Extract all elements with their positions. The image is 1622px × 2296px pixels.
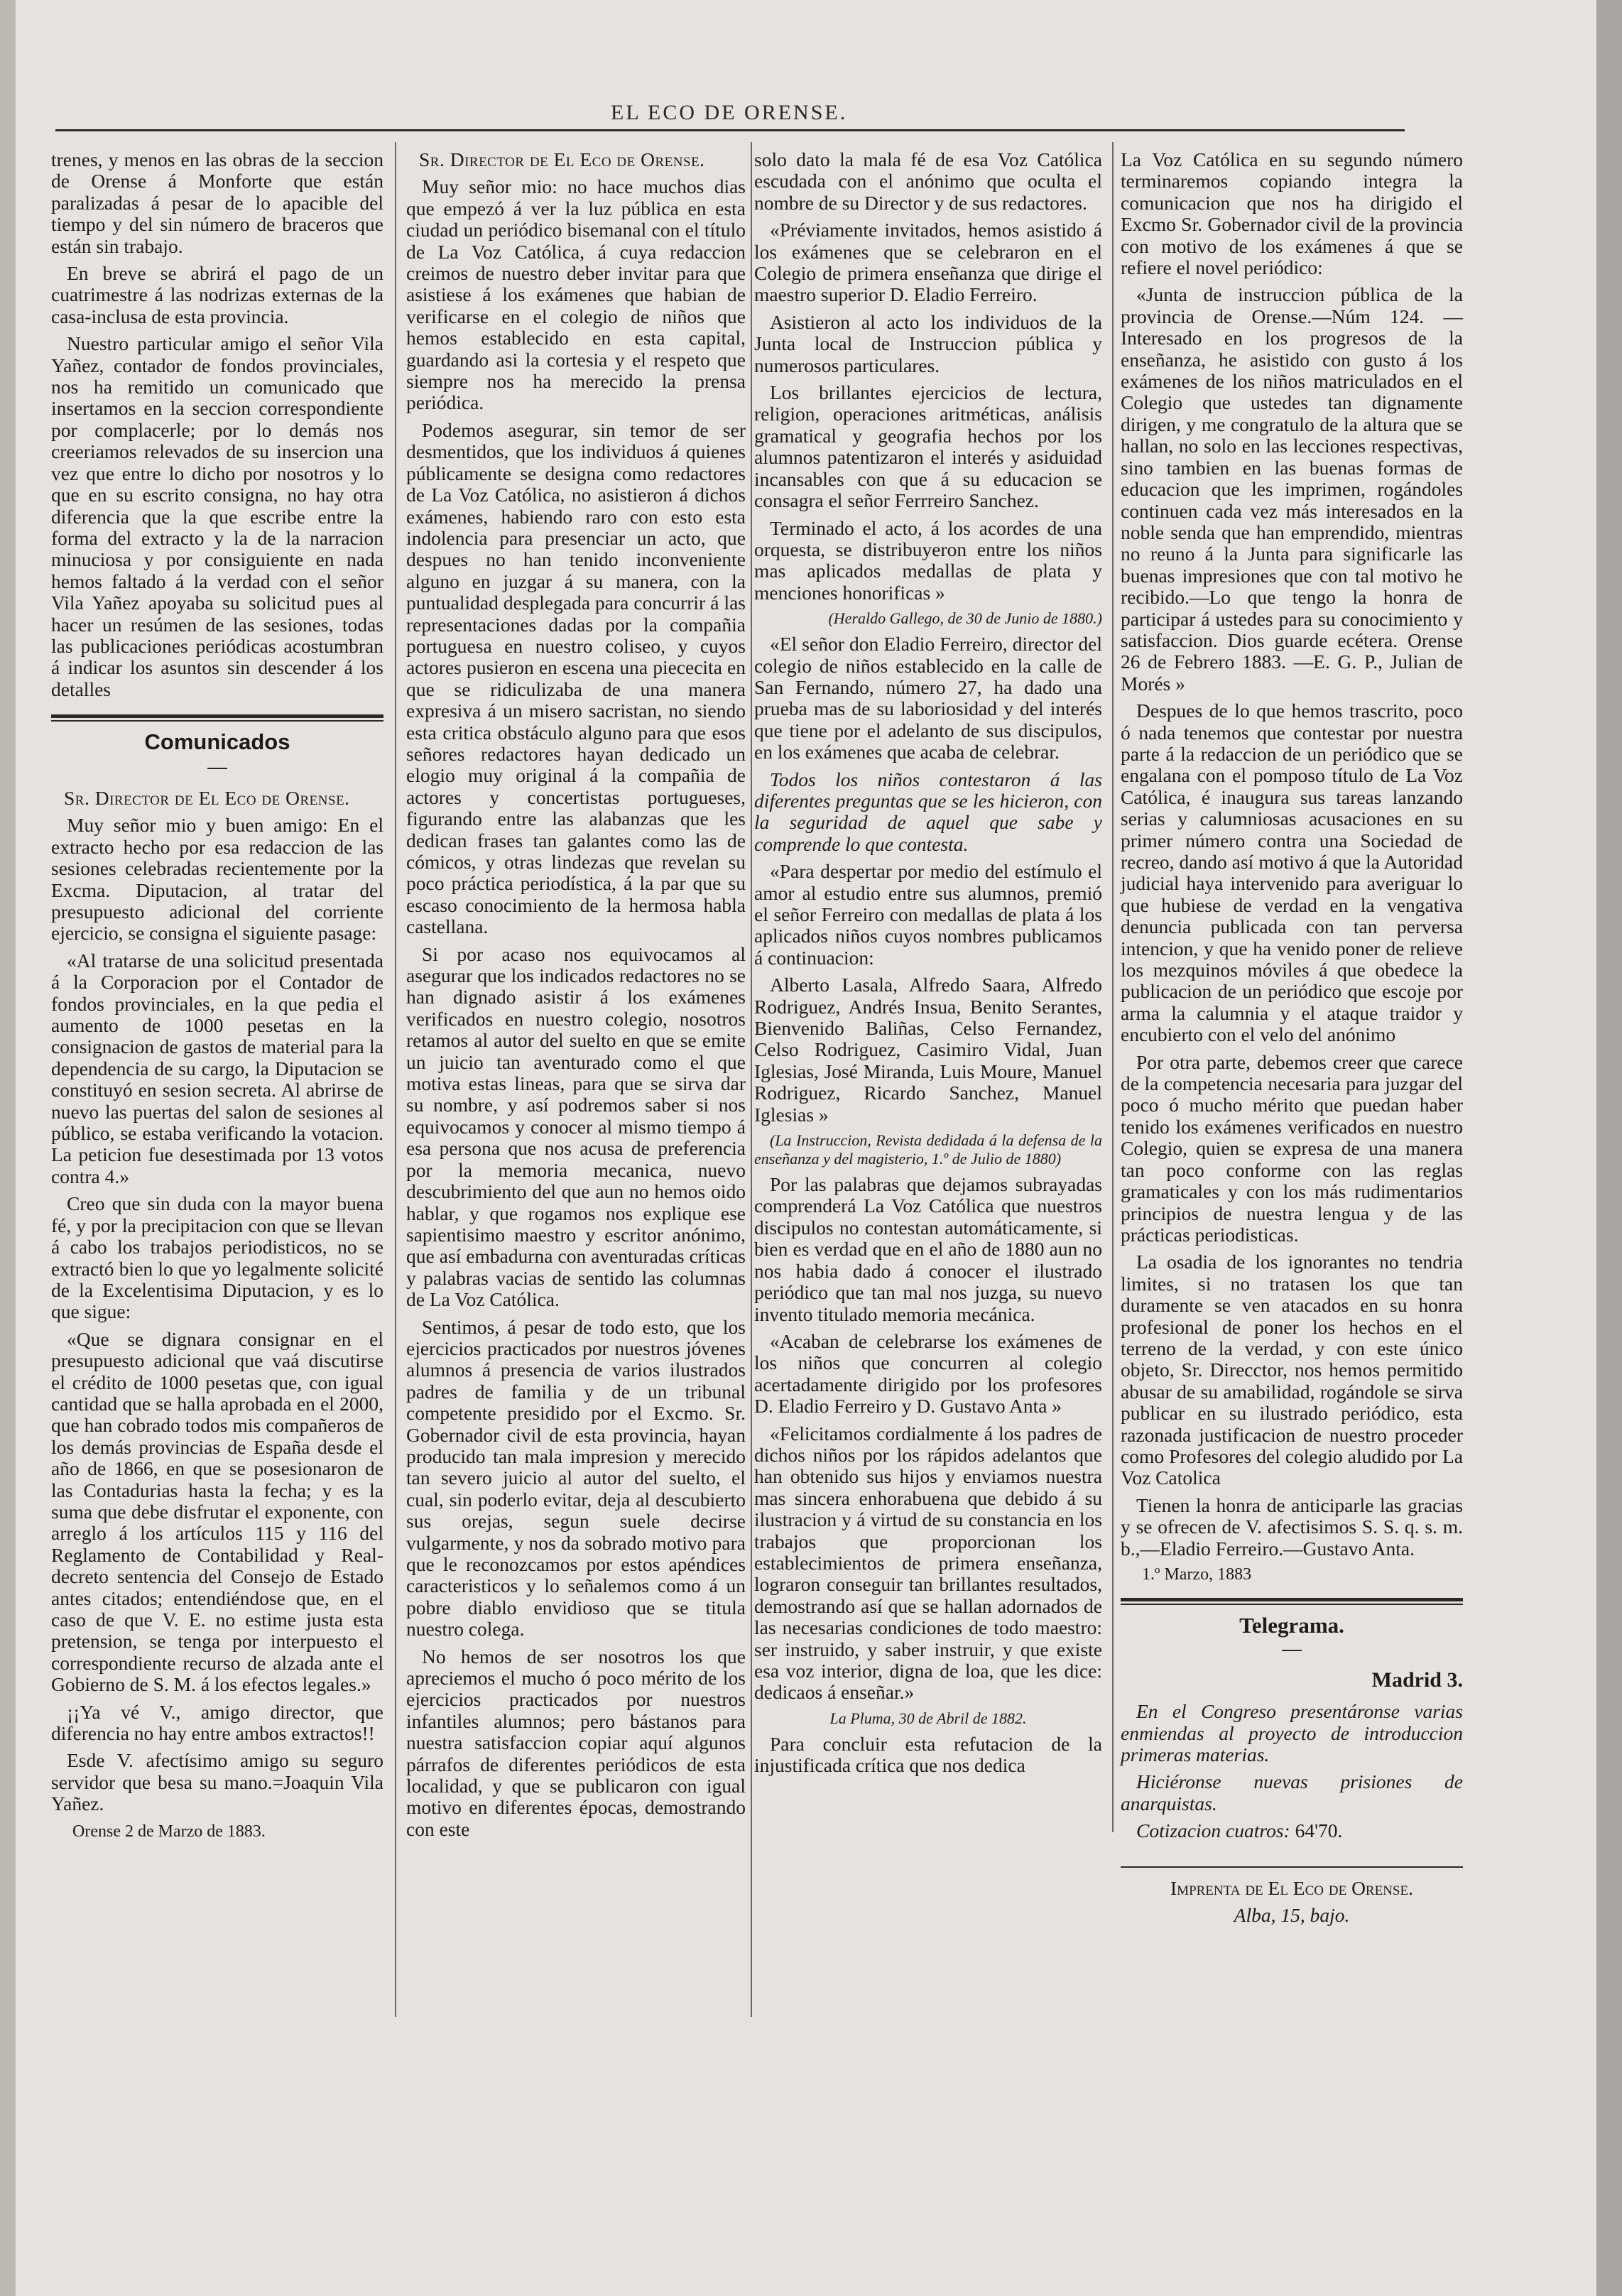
- section-dash: [51, 756, 383, 778]
- paragraph: La Voz Católica en su segundo número terminaremos copiando integra la comunicacion que nos ha dirigido el Excmo Sr. Gobernador civil de la provincia con motivo de los exámenes á que se refiere el novel periódico:: [1121, 148, 1463, 279]
- paragraph: «Junta de instruccion pública de la provincia de Orense.—Núm 124. —Interesado en los progresos de la enseñanza, he asistido con gusto á los exámenes de los niños matriculados en el Colegio que ustedes tan dignamente dirigen, y me congratulo de la altura que se hallan, no solo en las lecciones respectivas, sino tambien en las buenas formas de educacion que les imprimen, rogándoles continuen cada vez más interesados en la noble senda que han emprendido, mientras no reuno á la Junta para significarle las buenas impresiones que con tal motivo he recibido.—Lo que tengo la honra de participar á ustedes para su conocimiento y satisfaccion. Dios guarde ecétera. Orense 26 de Febrero 1883. —E. G. P., Julian de Morés »: [1121, 283, 1463, 695]
- paragraph: La osadia de los ignorantes no tendria limites, si no tratasen los que tan duramente se ven atacados en su honra profesional de poner los hechos en el terreno de la verdad, y con este único objeto, Sr. Direcctor, nos hemos permitido abusar de su amabilidad, rogándole se sirva publicar en su ilustrado periódico, esta razonada justificacion de nuestro proceder como Profesores del colegio aludido por La Voz Catolica: [1121, 1251, 1463, 1489]
- quote-value: 64'70.: [1295, 1819, 1343, 1842]
- paragraph: Alberto Lasala, Alfredo Saara, Alfredo Rodriguez, Andrés Insua, Benito Serantes, Bienvenido Baliñas, Celso Fernandez, Celso Rodriguez, Casimiro Vidal, Juan Iglesias, José Miranda, Luis Moure, Manuel Rodriguez, Ricardo Sanchez, Manuel Iglesias »: [754, 974, 1102, 1126]
- paragraph: «Para despertar por medio del estímulo el amor al estudio entre sus alumnos, premió el señor Ferreiro con medallas de plata á los aplicados niños cuyos nombres publicamos á continuacion:: [754, 860, 1102, 969]
- section-rule: [1121, 1598, 1463, 1601]
- page-left-edge: [0, 0, 16, 2296]
- telegram-item: Hiciéronse nuevas prisiones de anarquistas.: [1121, 1770, 1463, 1815]
- printer-rule: [1121, 1866, 1463, 1868]
- column-3: [754, 149, 1102, 1783]
- paragraph: Esde V. afectísimo amigo su seguro servidor que besa su mano.=Joaquin Vila Yañez.: [51, 1749, 383, 1815]
- paragraph: «Felicitamos cordialmente á los padres de dichos niños por los rápidos adelantos que han obtenido sus hijos y enviamos nuestra mas sincera enhorabuena que debido á su ilustracion y á virtud de su constancia en los trabajos que proporcionan los establecimientos de primera enseñanza, lograron conseguir tan brillantes resultados, demostrando así que se hallan adornados de las necesarias condiciones de todo maestro: ser instruido, y saber instruir, y que existe esa voz interior, digna de loa, que les dice: dedicaos á enseñar.»: [754, 1422, 1102, 1704]
- paragraph: Muy señor mio: no hace muchos dias que empezó á ver la luz pública en esta ciudad un periódico bisemanal con el título de La Voz Católica, á cuya redaccion creimos de nuestro deber invitar para que asistiese á los exámenes que habian de verificarse en el colegio de niños que hemos establecido en esta capital, guardando asi la cortesia y el respeto que siempre nos ha merecido la prensa periódica.: [406, 175, 746, 414]
- paragraph: Muy señor mio y buen amigo: En el extracto hecho por esa redaccion de las sesiones celebradas recientemente por la Excma. Diputacion, al tratar del presupuesto adicional del corriente ejercicio, se consigna el siguiente pasage:: [51, 814, 383, 945]
- paragraph: En breve se abrirá el pago de un cuatrimestre á las nodrizas externas de la casa-inclusa de esta provincia.: [51, 262, 383, 327]
- citation: (Heraldo Gallego, de 30 de Junio de 1880.): [828, 609, 1102, 628]
- paragraph: Tienen la honra de anticiparle las gracias y se ofrecen de V. afectisimos S. S. q. s. m. b.,—Eladio Ferreiro.—Gustavo Anta.: [1121, 1494, 1463, 1560]
- column-divider: [395, 142, 396, 2017]
- letter-date: 1.º Marzo, 1883: [1142, 1565, 1252, 1584]
- printer-address: Alba, 15, bajo.: [1234, 1904, 1350, 1927]
- paragraph: Terminado el acto, á los acordes de una orquesta, se distribuyeron entre los niños mas aplicados medallas de plata y menciones honorificas »: [754, 516, 1102, 604]
- column-4: [1121, 149, 1463, 1932]
- paragraph: Nuestro particular amigo el señor Vila Yañez, contador de fondos provinciales, nos ha remitido un comunicado que insertamos en la seccion correspondiente por complacerle; por lo demás nos creeriamos relevados de su insercion una vez que entre lo dicho por nosotros y lo que en su escrito consigna, no hay otra diferencia que la que escribe entre la forma del extracto y la de la narracion minuciosa y por consiguiente en nada hemos faltado á la verdad con el señor Vila Yañez apoyaba su solicitud pues al hacer un resúmen de las sesiones, todas las publicaciones periódicas acostumbran á indicar los asuntos sin descender á los detalles: [51, 332, 383, 700]
- paragraph: Para concluir esta refutacion de la injustificada crítica que nos dedica: [754, 1732, 1102, 1777]
- telegram-heading: Telegrama.: [1239, 1613, 1344, 1638]
- paragraph: Por las palabras que dejamos subrayadas comprenderá La Voz Católica que nuestros discipulos no contestan automáticamente, si bien es verdad que en el año de 1880 aun no nos habia dado á conocer el ilustrado periódico que tan mal nos juzga, su nuevo invento titulado memoria mecánica.: [754, 1173, 1102, 1325]
- paragraph: No hemos de ser nosotros los que apreciemos el mucho ó poco mérito de los ejercicios practicados por nuestros infantiles alumnos; pero bástanos para nuestra satisfaccion copiar aquí algunos párrafos de diferentes periódicos de esta localidad, y que se publicaron con igual motivo en diferentes épocas, demostrando con este: [406, 1645, 746, 1840]
- citation: (La Instruccion, Revista dedidada á la defensa de la enseñanza y del magisterio, 1.º de Julio de 1880): [754, 1131, 1102, 1168]
- section-rule-thin: [51, 720, 383, 722]
- paragraph: Despues de lo que hemos trascrito, poco ó nada tenemos que contestar por nuestra parte á la redaccion de un periódico que se engalana con el pomposo título de La Voz Católica, é inaugura sus tareas lanzando serias y calumniosas acusaciones en su primer número contra una Sociedad de recreo, dando así motivo á que la Autoridad judicial haya intervenido para averiguar lo que hubiese de verdad en la vengativa denuncia publicada con tan perversa intencion, y que ha venido poner de relieve los mezquinos móviles á que obedece la publicacion de un periódico que escoje por arma la calumnia y el ataque traidor y encubierto con el velo del anónimo: [1121, 700, 1463, 1046]
- column-divider: [1112, 142, 1114, 1832]
- header-rule: [55, 129, 1405, 131]
- masthead: EL ECO DE ORENSE.: [611, 101, 848, 124]
- paragraph: solo dato la mala fé de esa Voz Católica escudada con el anónimo que oculta el nombre de su Director y de sus redactores.: [754, 148, 1102, 214]
- paragraph: Todos los niños contestaron á las diferentes preguntas que se les hicieron, con la seguridad de aquel que sabe y comprende lo que contesta.: [754, 768, 1102, 855]
- paragraph: «Que se dignara consignar en el presupuesto adicional que vaá discutirse el crédito de 1000 pesetas que, con igual cantidad que se halla aprobada en el 2000, que han cobrado todos mis compañeros de los demás provincias de España desde el año de 1866, en que se posesionaron de las Contadurias hasta la fecha; y es la suma que debe disfrutar el exponente, con arreglo á los artículos 115 y 116 del Reglamento de Contabilidad y Real-decreto sentencia del Consejo de Estado antes citados; entendiéndose que, en el caso de que V. E. no estime justa esta pretension, se tenga por interpuesto el correspondiente recurso de alzada ante el Gobierno de S. M. á los efectos legales.»: [51, 1327, 383, 1696]
- paragraph: «El señor don Eladio Ferreiro, director del colegio de niños establecido en la calle de San Fernando, número 27, ha dado una prueba mas de su laboriosidad y del interés que tiene por el adelanto de sus discipulos, en los exámenes que acaba de celebrar.: [754, 633, 1102, 763]
- page-right-edge: [1596, 0, 1622, 2296]
- section-heading: Comunicados: [144, 729, 290, 755]
- paragraph: Sentimos, á pesar de todo esto, que los ejercicios practicados por nuestros jóvenes alumnos á presencia de varios ilustrados padres de familia y de un tribunal competente presidido por el Excmo. Sr. Gobernador civil de esta provincia, hayan producido tan mala impresion y merecido tan severo juicio al autor del suelto, el cual, sin poderlo evitar, deja al descubierto sus orejas, segun suele decirse vulgarmente, y nos da sobrado motivo para que le reconozcamos por estos apéndices caracteristicos y lo señalemos como á un pobre diablo envidioso que se titula nuestro colega.: [406, 1315, 746, 1641]
- paragraph: «Acaban de celebrarse los exámenes de los niños que concurren al colegio acertadamente dirigido por los profesores D. Eladio Ferreiro y D. Gustavo Anta »: [754, 1329, 1102, 1418]
- letter-date: Orense 2 de Marzo de 1883.: [72, 1822, 266, 1841]
- column-divider: [751, 142, 752, 2017]
- paragraph: «Al tratarse de una solicitud presentada á la Corporacion por el Contador de fondos provinciales, en la que pedia el aumento de 1000 pesetas en la consignacion de gastos de material para la dependencia de su cargo, la Diputacion se constituyó en sesion secreta. Al abrirse de nuevo las puertas del salon de sesiones al público, se estaba verificando la votacion. La peticion fue desestimada por 13 votos contra 4.»: [51, 949, 383, 1187]
- citation: La Pluma, 30 de Abril de 1882.: [829, 1709, 1027, 1727]
- paragraph: Los brillantes ejercicios de lectura, religion, operaciones aritméticas, análisis gramatical y geografia hechos por los alumnos patentizaron el interés y asiduidad incansables con que á su educacion se consagra el señor Ferrreiro Sanchez.: [754, 381, 1102, 512]
- paragraph: Asistieron al acto los individuos de la Junta local de Instruccion pública y numerosos particulares.: [754, 310, 1102, 376]
- salutation: Sr. Director de El Eco de Orense.: [419, 148, 705, 170]
- telegram-item: [1121, 1820, 1463, 1841]
- paragraph: ¡¡Ya vé V., amigo director, que diferencia no hay entre ambos extractos!!: [51, 1700, 383, 1745]
- paragraph: Por otra parte, debemos creer que carece de la competencia necesaria para juzgar del poco ó mucho mérito que puedan haber tenido los exámenes verificados en nuestro Colegio, quien se expresa de una manera tan poco conforme con las reglas gramaticales y con los más rudimentarios principios de nuestra lengua y de las prácticas periodisticas.: [1121, 1050, 1463, 1246]
- section-dash: [1121, 1638, 1463, 1659]
- printer-line: Imprenta de El Eco de Orense.: [1170, 1876, 1413, 1899]
- paragraph: «Préviamente invitados, hemos asistido á los exámenes que se celebraron en el Colegio de primera enseñanza que dirige el maestro superior D. Eladio Ferreiro.: [754, 219, 1102, 306]
- telegram-city: Madrid 3.: [1371, 1667, 1463, 1692]
- column-2: [406, 149, 746, 1846]
- telegram-item: En el Congreso presentáronse varias enmiendas al proyecto de introduccion primeras materias.: [1121, 1700, 1463, 1766]
- paragraph: Podemos asegurar, sin temor de ser desmentidos, que los individuos á quienes públicamente se designa como redactores de La Voz Católica, no asistieron á dichos exámenes, habiendo raro con esto esta indolencia para presenciar un acto, que despues no han tenido inconveniente alguno en juzgar á su manera, con la puntualidad desplegada para concurrir á las representaciones dadas por la compañia portuguesa en nuestro coliseo, y cuyos actores pusieron en escena una piececita en que se ridiculizaba de una manera expresiva á un misero sacristan, no siendo esta critica obstáculo alguno para que esos señores redactores hayan dedicado un elogio muy original á la compañia de actores y concertistas portugueses, figurando entre las alabanzas que les dedican frases tan galantes como las de cómicos, y otras lindezas que revelan su poco práctica periodística, á la par que su escaso conocimiento de la hermosa habla castellana.: [406, 418, 746, 938]
- column-1: [51, 149, 383, 1848]
- paragraph: Si por acaso nos equivocamos al asegurar que los indicados redactores no se han dignado asistir á los exámenes verificados en nuestro colegio, nosotros retamos al autor del suelto en que se emite un juicio tan aventurado como el que motiva estas lineas, para que se sirva dar su nombre, y así podremos saber si nos equivocamos y conocer al mismo tiempo á esa persona que nos acusa de preferencia por la memoria mecanica, nuevo descubrimiento del que aun no hemos oido hablar, y que rogamos nos explique ese sapientisimo maestro y escritor anónimo, que así embadurna con aventuradas críticas y palabras vacias de sentido las columnas de La Voz Católica.: [406, 942, 746, 1311]
- section-rule: [51, 714, 383, 718]
- paragraph: trenes, y menos en las obras de la seccion de Orense á Monforte que están paralizadas á pesar de lo apacible del tiempo y del sin número de braceros que están sin trabajo.: [51, 148, 383, 257]
- section-rule-thin: [1121, 1604, 1463, 1605]
- quote-label: Cotizacion cuatros:: [1136, 1819, 1290, 1842]
- salutation: Sr. Director de El Eco de Orense.: [64, 786, 350, 809]
- paragraph: Creo que sin duda con la mayor buena fé, y por la precipitacion con que se llevan á cabo los trabajos periodisticos, no se extractó bien lo que yo legalmente solicité de la Excelentisima Diputacion, y es lo que sigue:: [51, 1192, 383, 1323]
